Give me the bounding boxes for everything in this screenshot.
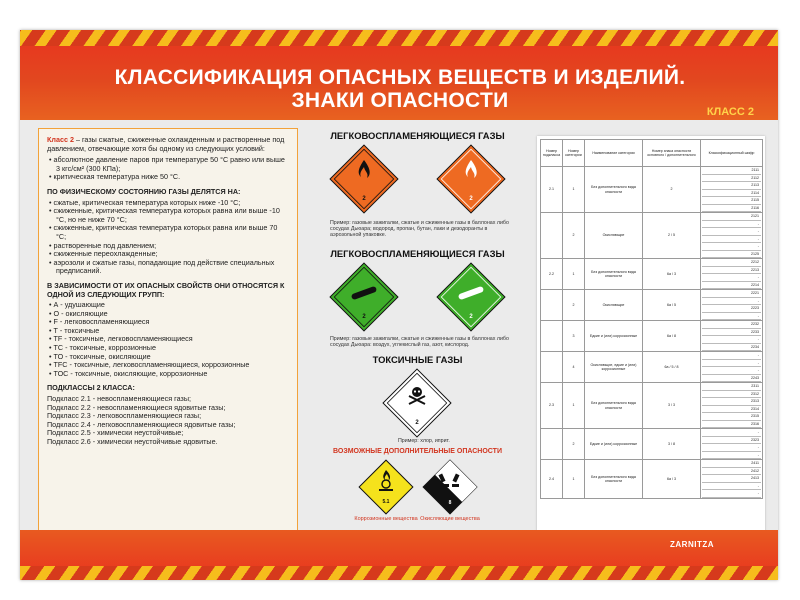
cell-sign: 6а / 5 / 8 <box>643 352 701 383</box>
list-item: • аэрозоли и сжатые газы, попадающие под действие специальных предписаний. <box>56 259 289 276</box>
list-item: Подкласс 2.5 - химически неустойчивые; <box>47 428 184 438</box>
code-value: 2233 <box>702 329 761 337</box>
cell-name: Без дополнительного вида опасности <box>585 460 643 499</box>
code-value: - <box>702 367 761 375</box>
code-value: - <box>702 298 761 306</box>
example-note-3: Пример: хлор, иприт. <box>398 438 450 444</box>
code-value: 2116 <box>702 205 761 213</box>
svg-text:2: 2 <box>362 314 366 320</box>
code-value: - <box>702 490 761 498</box>
intro-paragraph <box>47 136 289 153</box>
code-value: 2243 <box>702 375 761 383</box>
cell-codes <box>701 383 763 429</box>
code-value: - <box>702 243 761 251</box>
extra-sign-label-2: Окисляющие вещества <box>420 516 480 522</box>
sign-corrosive <box>421 458 479 516</box>
list-item: • сжатые, критическая температура которых ниже -10 °С; <box>56 199 289 208</box>
code-value: 2212 <box>702 259 761 267</box>
cell-name: Едкие и (или) коррозионные <box>585 429 643 460</box>
code-value: 2214 <box>702 282 761 290</box>
list-item: Подкласс 2.2 - невоспламеняющиеся ядовитые газы; <box>47 402 226 412</box>
cell-subclass: 2.3 <box>541 383 563 429</box>
svg-text:2: 2 <box>469 196 473 202</box>
code-value: 2111 <box>702 167 761 175</box>
cell-codes <box>701 259 763 290</box>
cell-subclass <box>541 213 563 259</box>
section-title-extra-hazards: ВОЗМОЖНЫЕ ДОПОЛНИТЕЛЬНЫЕ ОПАСНОСТИ <box>333 448 502 455</box>
code-value: 2311 <box>702 383 761 391</box>
cell-subclass <box>541 429 563 460</box>
cell-category: 3 <box>563 321 585 352</box>
table-header-row <box>541 140 763 167</box>
code-value: 2115 <box>702 197 761 205</box>
cell-subclass: 2.1 <box>541 167 563 213</box>
code-value: 2125 <box>702 251 761 259</box>
hazard-stripes-top <box>20 30 778 46</box>
cell-sign: 6а / 5 <box>643 290 701 321</box>
classification-table-panel <box>537 136 765 538</box>
list-item: • Т - токсичные <box>56 327 289 336</box>
list-item: Подкласс 2.3 - легковоспламеняющиеся газы; <box>47 411 202 421</box>
page-title <box>90 66 710 112</box>
code-value: - <box>702 483 761 491</box>
title-line-2: ЗНАКИ ОПАСНОСТИ <box>291 89 509 112</box>
header-banner <box>20 30 778 120</box>
code-value: - <box>702 452 761 460</box>
brand-name: ZARNITZA <box>670 540 714 549</box>
table-row <box>541 460 763 499</box>
code-value: 2314 <box>702 406 761 414</box>
code-value: - <box>702 444 761 452</box>
section-title-toxic: ТОКСИЧНЫЕ ГАЗЫ <box>372 354 463 365</box>
cell-category: 1 <box>563 383 585 429</box>
list-item: • TF - токсичные, легковоспламеняющиеся <box>56 335 289 344</box>
sign-oxidizer-yellow <box>357 458 415 516</box>
sign-orange-flame-black <box>327 142 401 216</box>
sign-orange-flame-white <box>434 142 508 216</box>
code-value: - <box>702 352 761 360</box>
example-note-2: Пример: газовые зажигалки, сжатые и сжиженные газы в баллонах либо сосудах Дьюара: воздух, углекислый газ, азот, кислород. <box>330 336 509 349</box>
table-row <box>541 429 763 460</box>
list-item: • абсолютное давление паров при температуре 50 °С равно или выше 3 кгс/см² (300 КПа); <box>56 156 289 173</box>
list-item: Подкласс 2.1 - невоспламеняющиеся газы; <box>47 394 191 404</box>
cell-sign: 3 / 3 <box>643 383 701 429</box>
code-value: - <box>702 274 761 282</box>
cell-codes <box>701 290 763 321</box>
sign-green-cylinder-black <box>327 260 401 334</box>
cell-subclass: 2.4 <box>541 460 563 499</box>
sign-green-cylinder-white <box>434 260 508 334</box>
hazard-stripes-bottom <box>20 566 778 580</box>
cell-name: Без дополнительного вида опасности <box>585 383 643 429</box>
groups-heading: В ЗАВИСИМОСТИ ОТ ИХ ОПАСНЫХ СВОЙСТВ ОНИ ОТНОСЯТСЯ К ОДНОЙ ИЗ СЛЕДУЮЩИХ ГРУПП: <box>47 280 285 299</box>
code-value: 2223 <box>702 305 761 313</box>
cell-codes <box>701 321 763 352</box>
table-row <box>541 352 763 383</box>
code-value: - <box>702 360 761 368</box>
code-value: 2234 <box>702 344 761 352</box>
footer-banner <box>20 530 778 580</box>
svg-text:2: 2 <box>362 196 366 202</box>
code-value: 2221 <box>702 290 761 298</box>
intro-text: – газы сжатые, сжиженные охлажденным и растворенные под давлением, отвечающие хотя бы одному из следующих условий: <box>47 135 285 153</box>
title-line-1: КЛАССИФИКАЦИЯ ОПАСНЫХ ВЕЩЕСТВ И ИЗДЕЛИЙ. <box>114 66 686 89</box>
svg-text:8: 8 <box>448 500 452 506</box>
hazard-signs-column <box>310 128 525 548</box>
cell-name: Без дополнительного вида опасности <box>585 167 643 213</box>
list-item: • сжиженные, критическая температура которых равна или выше 70 °С; <box>56 224 289 241</box>
code-value: 2315 <box>702 413 761 421</box>
code-value: 2312 <box>702 391 761 399</box>
cell-name: Без дополнительного вида опасности <box>585 259 643 290</box>
svg-text:2: 2 <box>469 314 473 320</box>
cell-sign: 6а / 3 <box>643 460 701 499</box>
cell-category: 1 <box>563 460 585 499</box>
col-header-sign: Номер знака опасности основного / дополнительного <box>643 140 701 167</box>
intro-class-label: Класс 2 <box>47 135 74 144</box>
cell-name: Едкие и (или) коррозионные <box>585 321 643 352</box>
cell-name: Окисляющие <box>585 290 643 321</box>
col-header-name: Наименование категории <box>585 140 643 167</box>
svg-text:2: 2 <box>415 420 419 426</box>
code-value: 2232 <box>702 321 761 329</box>
list-item: • F - легковоспламеняющиеся <box>56 318 289 327</box>
cell-subclass <box>541 290 563 321</box>
cell-category: 2 <box>563 429 585 460</box>
cell-sign: 3 / 8 <box>643 429 701 460</box>
conditions-list <box>47 156 289 182</box>
code-value: 2413 <box>702 475 761 483</box>
section-title-flammable: ЛЕГКОВОСПЛАМЕНЯЮЩИЕСЯ ГАЗЫ <box>330 130 505 141</box>
code-value: 2313 <box>702 398 761 406</box>
list-item: • А - удушающие <box>56 301 289 310</box>
cell-name: Окисляющие <box>585 213 643 259</box>
states-list <box>47 199 289 276</box>
col-header-category: Номер категории <box>563 140 585 167</box>
cell-subclass: 2.2 <box>541 259 563 290</box>
code-value: 2121 <box>702 213 761 221</box>
cell-subclass <box>541 321 563 352</box>
table-row <box>541 290 763 321</box>
list-item: Подкласс 2.6 - химически неустойчивые ядовитые. <box>47 437 218 446</box>
table-row <box>541 321 763 352</box>
list-item: • ТС - токсичные, коррозионные <box>56 344 289 353</box>
cell-sign: 6а / 8 <box>643 321 701 352</box>
cell-category: 1 <box>563 167 585 213</box>
cell-codes <box>701 352 763 383</box>
list-item: • растворенные под давлением; <box>56 242 289 251</box>
code-value: - <box>702 313 761 321</box>
poster <box>20 30 778 580</box>
table-body <box>541 167 763 499</box>
table-row <box>541 259 763 290</box>
cell-sign: 2 <box>643 167 701 213</box>
cell-category: 1 <box>563 259 585 290</box>
cell-subclass <box>541 352 563 383</box>
list-item: • ТОС - токсичные, окисляющие, коррозионные <box>56 370 289 379</box>
brand-logo <box>670 540 714 549</box>
code-value: - <box>702 336 761 344</box>
section-title-flammable-2: ЛЕГКОВОСПЛАМЕНЯЮЩИЕСЯ ГАЗЫ <box>330 248 505 259</box>
table-row <box>541 383 763 429</box>
cell-category: 2 <box>563 290 585 321</box>
cell-category: 4 <box>563 352 585 383</box>
code-value: 2411 <box>702 460 761 468</box>
list-item: • TFC - токсичные, легковоспламеняющиеся, коррозионные <box>56 361 289 370</box>
cell-codes <box>701 167 763 213</box>
state-heading: ПО ФИЗИЧЕСКОМУ СОСТОЯНИЮ ГАЗЫ ДЕЛЯТСЯ НА: <box>47 186 241 196</box>
cell-name: Окисляющие, едкие и (или) коррозионные <box>585 352 643 383</box>
code-value: - <box>702 221 761 229</box>
list-item: Подкласс 2.4 - легковоспламеняющиеся ядовитые газы; <box>47 419 236 429</box>
list-item: • О - окисляющие <box>56 310 289 319</box>
code-value: 2412 <box>702 468 761 476</box>
cell-category: 2 <box>563 213 585 259</box>
code-value: 2316 <box>702 421 761 429</box>
list-item: • сжиженные переохлажденные; <box>56 250 289 259</box>
svg-text:5.1: 5.1 <box>382 499 390 505</box>
code-value: - <box>702 236 761 244</box>
extra-sign-label-1: Коррозионные вещества <box>354 516 418 522</box>
cell-codes <box>701 213 763 259</box>
groups-list <box>47 301 289 378</box>
code-value: 2323 <box>702 437 761 445</box>
col-header-code: Классификационный шифр <box>701 140 763 167</box>
code-value: 2112 <box>702 175 761 183</box>
list-item: • критическая температура ниже 50 °С. <box>56 173 289 182</box>
subclasses-list <box>47 395 289 447</box>
list-item: • сжиженные, критическая температура которых равна или выше -10 °С, но не ниже 70 °С; <box>56 207 289 224</box>
code-value: 2114 <box>702 190 761 198</box>
table-row <box>541 167 763 213</box>
cell-sign: 6а / 3 <box>643 259 701 290</box>
cell-codes <box>701 460 763 499</box>
code-value: - <box>702 228 761 236</box>
example-note-1: Пример: газовые зажигалки, сжатые и сжиженные газы в баллонах либо сосудах Дьюара; водород, пропан, бутан, лаки и дезодоранты в аэрозольной упаковке. <box>330 220 509 239</box>
col-header-subclass: Номер подкласса <box>541 140 563 167</box>
class-description-box <box>38 128 298 548</box>
table-row <box>541 213 763 259</box>
code-value: 2113 <box>702 182 761 190</box>
code-value: - <box>702 429 761 437</box>
sign-toxic-skull <box>380 366 454 440</box>
class-badge: КЛАСС 2 <box>706 106 754 118</box>
subclasses-heading: ПОДКЛАССЫ 2 КЛАССА: <box>47 383 135 393</box>
cell-sign: 2 / 5 <box>643 213 701 259</box>
classification-table <box>540 139 763 499</box>
list-item: • ТО - токсичные, окисляющие <box>56 353 289 362</box>
code-value: 2213 <box>702 267 761 275</box>
cell-codes <box>701 429 763 460</box>
